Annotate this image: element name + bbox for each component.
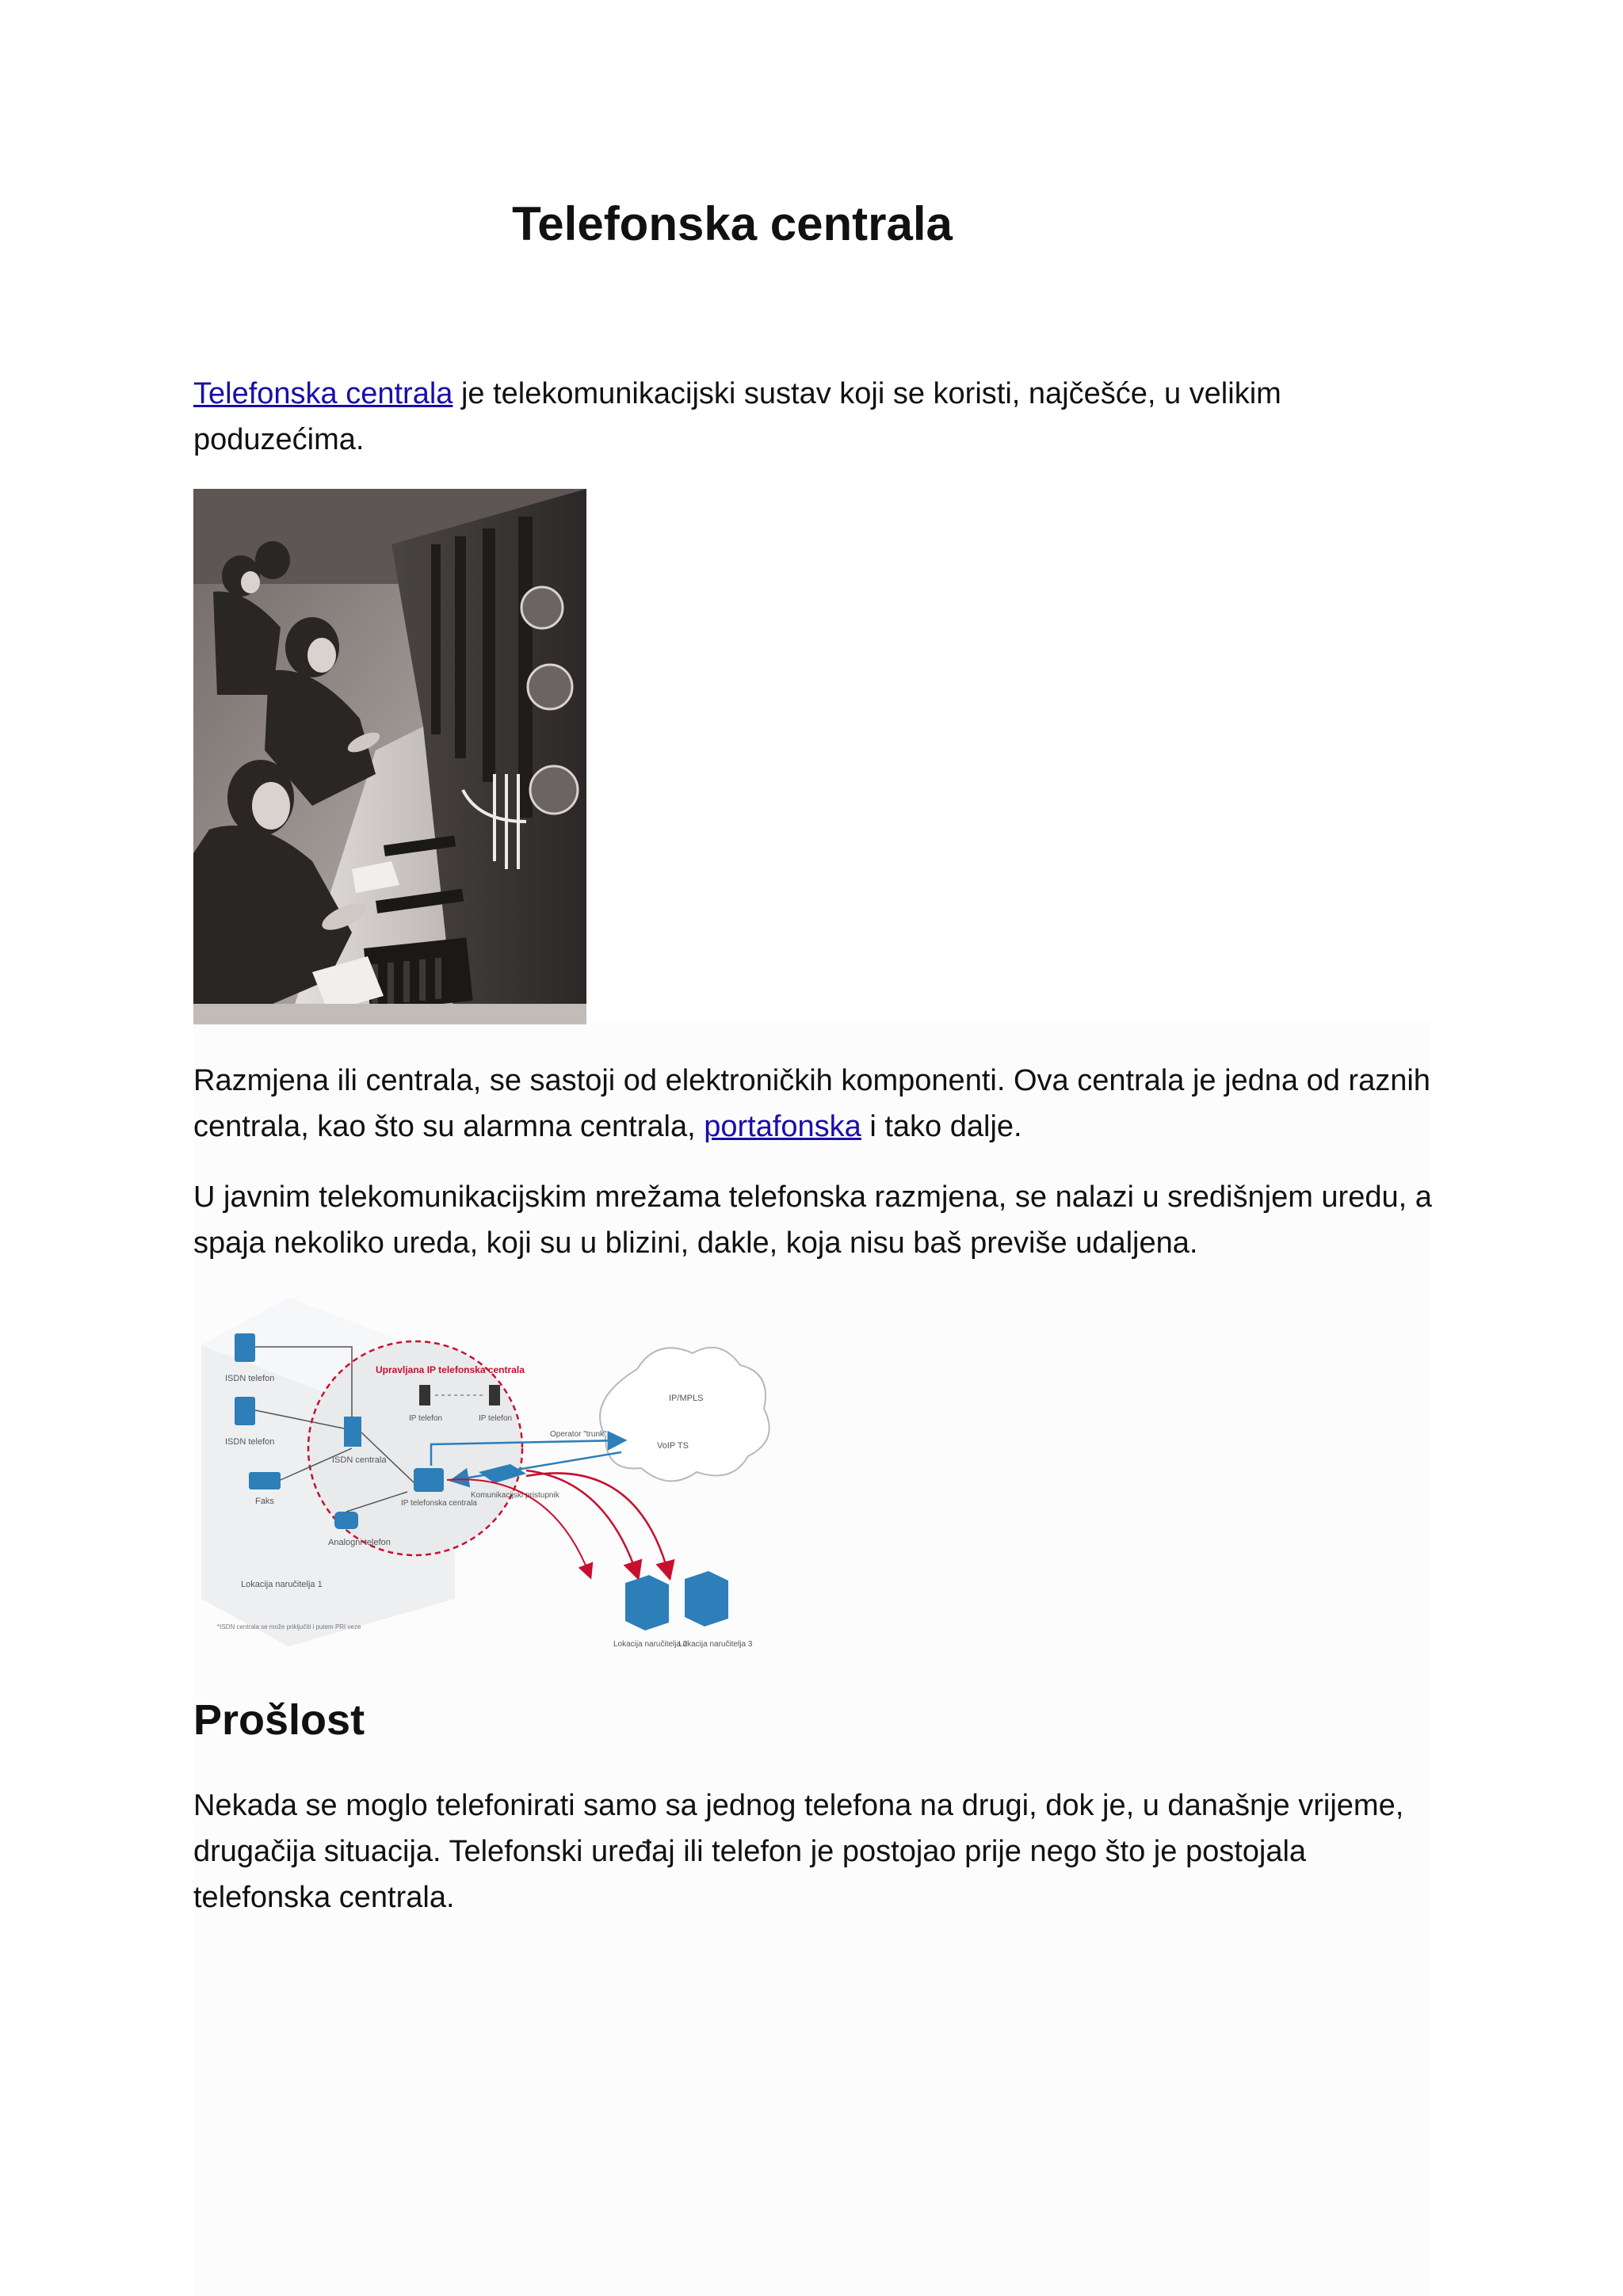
section-heading-proslost: Prošlost bbox=[193, 1696, 365, 1744]
diagram-footnote: *ISDN centrala se može priključiti i putem PRI veze bbox=[217, 1623, 361, 1630]
cloud-2-label: VoIP TS bbox=[657, 1441, 689, 1451]
intro-link[interactable]: Telefonska centrala bbox=[193, 377, 453, 410]
page-title: Telefonska centrala bbox=[512, 197, 953, 250]
fax-label: Faks bbox=[255, 1497, 274, 1506]
paragraph-components-end: i tako dalje. bbox=[861, 1110, 1022, 1143]
location-2-label: Lokacija naručitelja 2 bbox=[613, 1640, 688, 1649]
location-1-label: Lokacija naručitelja 1 bbox=[241, 1580, 323, 1589]
intro-paragraph bbox=[193, 371, 1445, 463]
paragraph-components-text: Razmjena ili centrala, se sastoji od elektroničkih komponenti. Ova centrala je jedna od raznih centrala, kao što su alarmna centrala, bbox=[193, 1064, 1430, 1143]
portafonska-link[interactable]: portafonska bbox=[704, 1110, 861, 1143]
ip-central-label: IP telefonska centrala bbox=[401, 1499, 477, 1508]
paragraph-components bbox=[193, 1058, 1445, 1150]
cloud-1-label: IP/MPLS bbox=[669, 1394, 704, 1403]
paragraph-public-networks: U javnim telekomunikacijskim mrežama telefonska razmjena, se nalazi u središnjem uredu, a spaja nekoliko ureda, koji su u blizini, dakle, koja nisu baš previše udaljena. bbox=[193, 1180, 1432, 1260]
location-3-label: Lokacija naručitelja 3 bbox=[678, 1640, 753, 1649]
isdn-phone-1-label: ISDN telefon bbox=[225, 1374, 275, 1383]
intro-text: je telekomunikacijski sustav koji se koristi, najčešće, u velikim poduzećima. bbox=[193, 377, 1281, 456]
switchboard-operators-photo bbox=[193, 489, 586, 1024]
ip-phone-1-label: IP telefon bbox=[409, 1414, 443, 1423]
analog-phone-label: Analogni telefon bbox=[328, 1538, 391, 1547]
transit-label: Operator "trunk" bbox=[550, 1430, 607, 1439]
ip-phone-2-label: IP telefon bbox=[479, 1414, 513, 1423]
paragraph-past: Nekada se moglo telefonirati samo sa jednog telefona na drugi, dok je, u današnje vrijeme, drugačija situacija. Telefonski uređaj ili telefon je postojao prije nego što je postojala telefonska centrala. bbox=[193, 1789, 1404, 1914]
isdn-phone-2-label: ISDN telefon bbox=[225, 1437, 275, 1447]
gateway-label: Komunikacijski pristupnik bbox=[471, 1491, 559, 1500]
isdn-central-label: ISDN centrala bbox=[332, 1455, 387, 1465]
central-label: Upravljana IP telefonska centrala bbox=[376, 1364, 525, 1375]
ip-pbx-diagram bbox=[193, 1290, 772, 1665]
